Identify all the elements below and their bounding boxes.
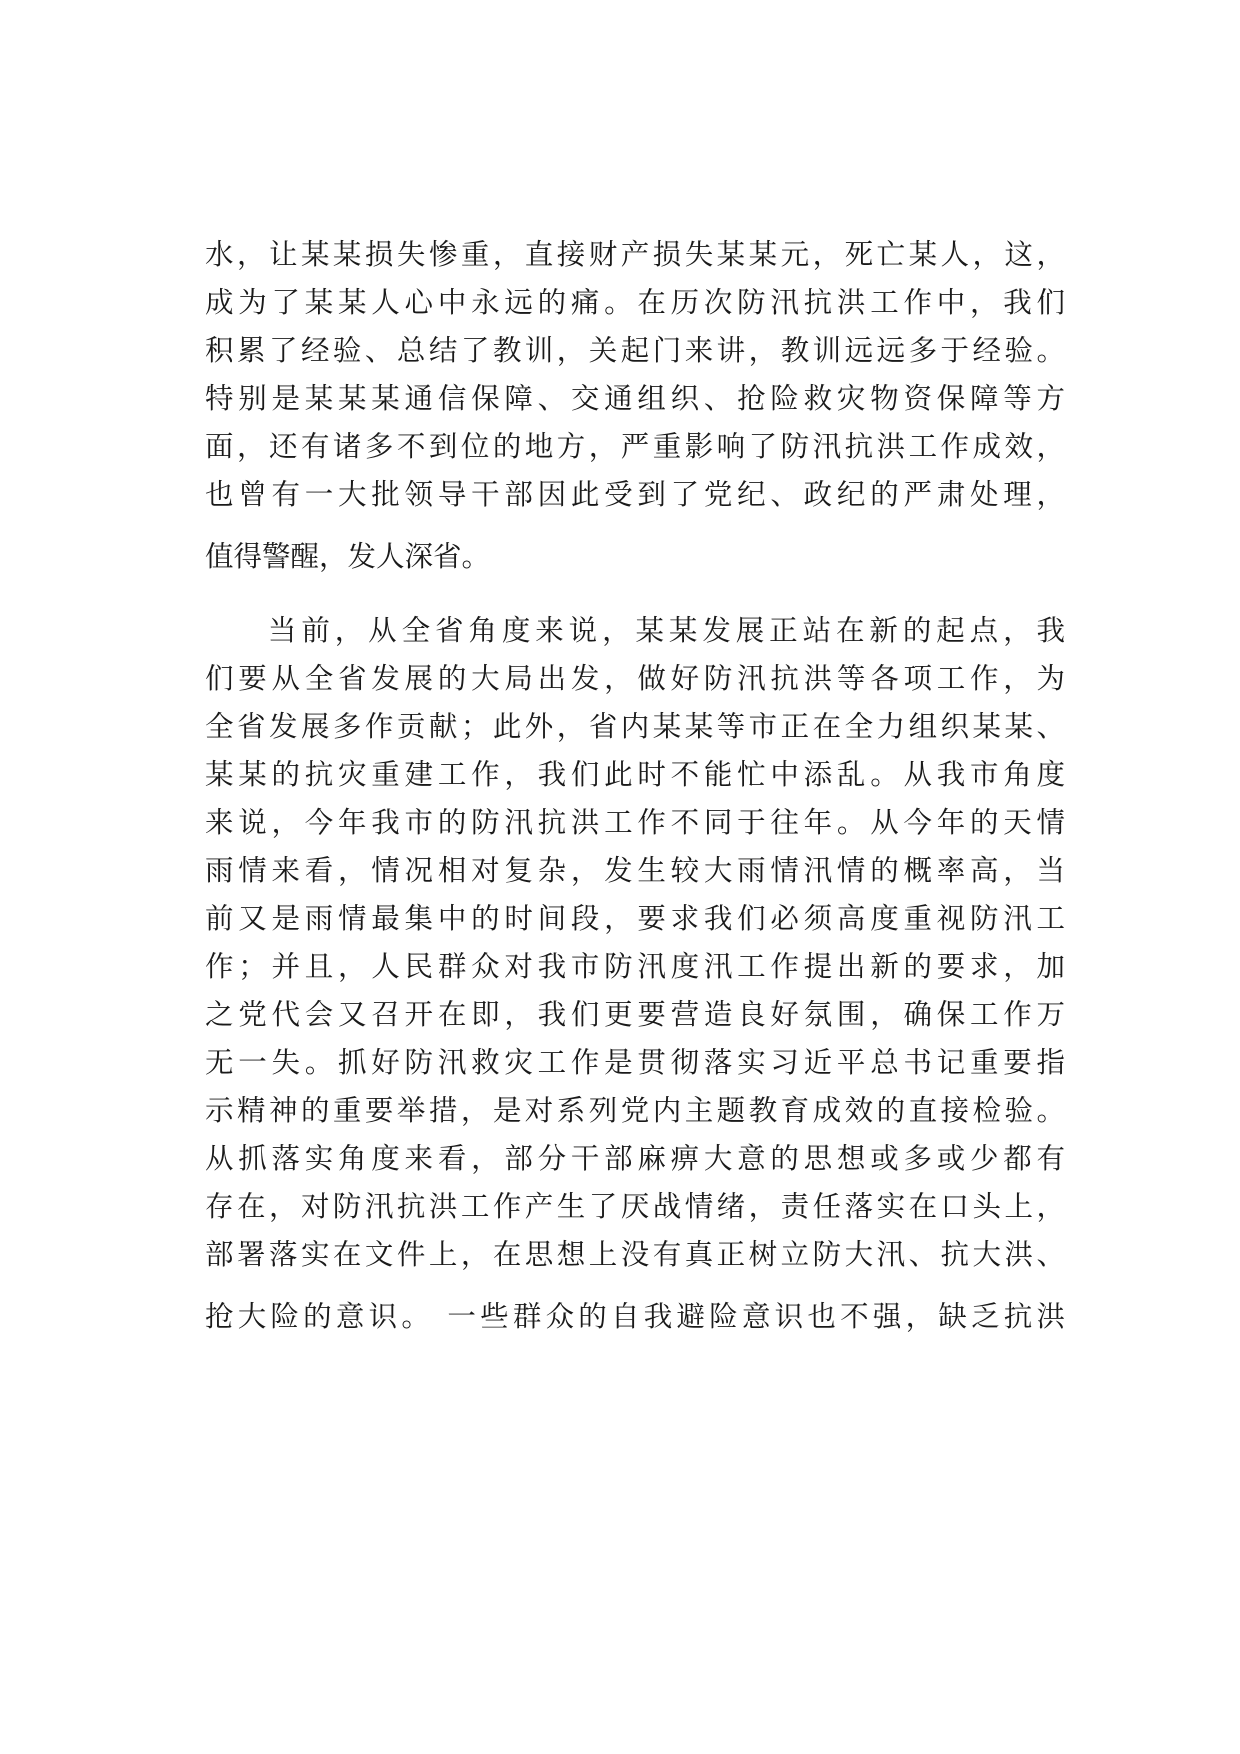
text-line: 前又是雨情最集中的时间段，要求我们必须高度重视防汛工 — [205, 902, 1065, 935]
text-line: 无一失。抓好防汛救灾工作是贯彻落实习近平总书记重要指 — [205, 1046, 1065, 1079]
text-line: 积累了经验、总结了教训，关起门来讲，教训远远多于经验。 — [205, 334, 1065, 367]
text-line: 成为了某某人心中永远的痛。在历次防汛抗洪工作中，我们 — [205, 286, 1065, 319]
text-line: 特别是某某某通信保障、交通组织、抢险救灾物资保障等方 — [205, 382, 1065, 415]
text-line: 示精神的重要举措，是对系列党内主题教育成效的直接检验。 — [205, 1094, 1065, 1127]
text-line: 作；并且，人民群众对我市防汛度汛工作提出新的要求，加 — [205, 950, 1065, 983]
text-line: 某某的抗灾重建工作，我们此时不能忙中添乱。从我市角度 — [205, 758, 1065, 791]
text-line: 水，让某某损失惨重，直接财产损失某某元，死亡某人，这， — [205, 238, 1065, 271]
paragraph-2 — [205, 607, 1065, 1341]
text-line: 雨情来看，情况相对复杂，发生较大雨情汛情的概率高，当 — [205, 854, 1065, 887]
text-line: 面，还有诸多不到位的地方，严重影响了防汛抗洪工作成效， — [205, 430, 1065, 463]
text-line: 们要从全省发展的大局出发，做好防汛抗洪等各项工作，为 — [205, 662, 1065, 695]
text-line: 全省发展多作贡献；此外，省内某某等市正在全力组织某某、 — [205, 710, 1065, 743]
text-line-first — [205, 607, 1065, 655]
text-line-content: 当前，从全省角度来说，某某发展正站在新的起点，我 — [263, 614, 1065, 647]
text-line: 从抓落实角度来看，部分干部麻痹大意的思想或多或少都有 — [205, 1142, 1065, 1175]
text-line: 部署落实在文件上，在思想上没有真正树立防大汛、抗大洪、 — [205, 1238, 1065, 1271]
text-line: 来说，今年我市的防汛抗洪工作不同于往年。从今年的天情 — [205, 806, 1065, 839]
text-line: 抢大险的意识。 一些群众的自我避险意识也不强，缺乏抗洪 — [205, 1300, 1065, 1333]
text-line: 值得警醒，发人深省。 — [205, 540, 491, 573]
text-line: 存在，对防汛抗洪工作产生了厌战情绪，责任落实在口头上， — [205, 1190, 1065, 1223]
text-line: 之党代会又召开在即，我们更要营造良好氛围，确保工作万 — [205, 998, 1065, 1031]
text-line: 也曾有一大批领导干部因此受到了党纪、政纪的严肃处理， — [205, 478, 1065, 511]
paragraph-1 — [205, 231, 1065, 581]
